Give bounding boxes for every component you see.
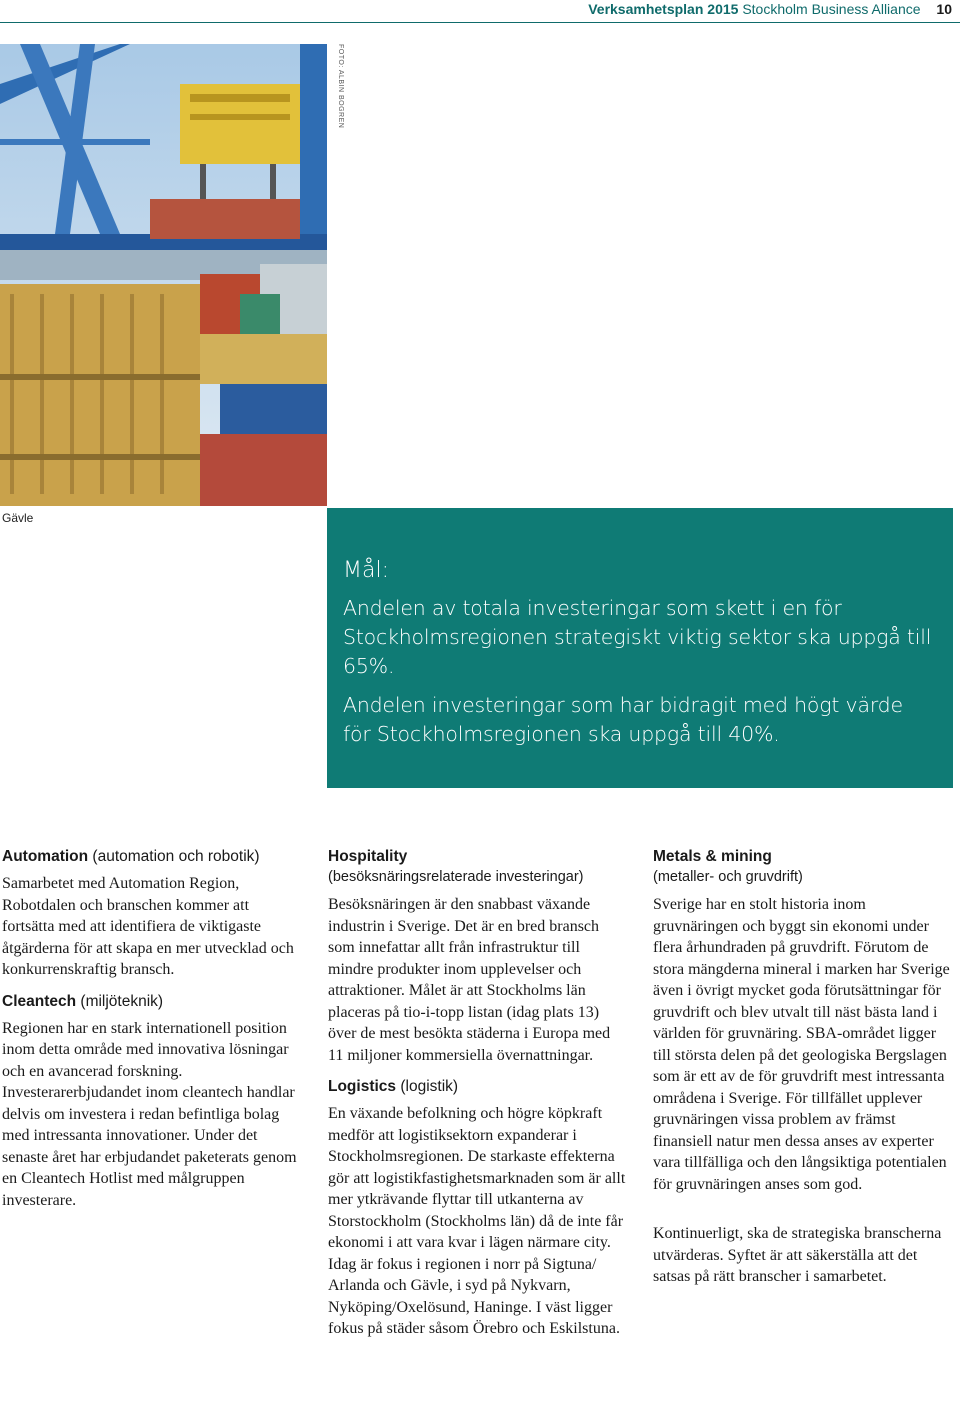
page-header — [0, 0, 960, 22]
spacer — [653, 1195, 951, 1217]
section-body: Sverige har en stolt historia inom gruvnäringen och byggt sin ekonomi under flera århundraden på gruvdrift. Förutom de stora mängderna mineral i marken har Sverige även i övrigt mycket goda förutsättningar för gruvdrift och blev utvalt till näst bästa land i världen för gruvnäring. SBA-området ligger till största delen på det geologiska Bergslagen som är ett av de för gruvdrift mest intressanta områdena i Sverige. För tillfället upplever gruvnäringen vissa problem av främst finansiell natur men dessa anses av experter vara tillfälliga och den långsiktiga potentialen för gruvnäringen anses som god. — [653, 896, 950, 1193]
goal-paragraph: Andelen av totala investeringar som skett i en för Stockholmsregionen strategiskt viktig sektor ska uppgå till 65%. — [343, 596, 932, 678]
section-body: Besöksnäringen är den snabbast växande industrin i Sverige. Det är en bred bransch som innefattar allt från infrastruktur till mindre produkter inom upplevelser och attraktioner. Målet är att Stockholms län placeras på tio-i-topp listan (idag plats 13) över de mest besökta städerna i Europa med 11 miljoner kommersiella övernattningar. — [328, 896, 611, 1064]
goal-box — [327, 508, 953, 788]
section-title: Hospitality — [328, 848, 408, 865]
section-title: Cleantech — [2, 992, 77, 1010]
column-right — [653, 846, 951, 1288]
section-subtitle: (automation och robotik) — [92, 848, 260, 865]
document-title: Verksamhetsplan 2015 — [588, 1, 739, 17]
section-heading — [2, 991, 300, 1012]
section-heading — [328, 1076, 626, 1097]
section-title: Automation — [2, 848, 89, 865]
header-divider — [0, 22, 960, 23]
closing-paragraph: Kontinuerligt, ska de strategiska branscherna utvärderas. Syftet är att säkerställa att det satsas på rätt branscher i samarbetet. — [653, 1225, 942, 1285]
spacer — [328, 1066, 626, 1076]
section-heading — [2, 846, 300, 867]
organization-name: Stockholm Business Alliance — [742, 1, 921, 17]
section-body: Samarbetet med Automation Region, Robotdalen och branschen kommer att fortsätta med att identifiera de viktigaste åtgärderna för att skapa en mer utvecklad och konkurrenskraftig bransch. — [2, 875, 294, 978]
spacer — [2, 981, 300, 991]
section-subtitle: (metaller- och gruvdrift) — [653, 869, 803, 885]
column-left — [2, 846, 300, 1211]
port-container-photo — [0, 44, 327, 506]
goal-heading: Mål: — [343, 558, 389, 583]
photo-credit: FOTO: ALBIN BOGREN — [337, 44, 344, 129]
section-subtitle: (miljöteknik) — [80, 992, 164, 1010]
section-heading — [328, 846, 626, 888]
section-subtitle: (besöksnäringsrelaterade investeringar) — [328, 869, 584, 885]
section-body: En växande befolkning och högre köpkraft medför att logistiksektorn expanderar i Stockholmsregionen. De starkaste effekterna gör att logistikfastighetsmarknaden som är allt mer ytkrävande flyttar till utkanterna av Storstockholm (Stockholms län) då de inte får ekonomi i att vara kvar i lägen närmare city. Idag är fokus i regionen i norr på Sigtuna/ Arlanda och Gävle, i syd på Nykvarn, Nyköping/Oxelösund, Haninge. I väst ligger fokus på städer såsom Örebro och Eskilstuna. — [328, 1105, 626, 1337]
column-middle — [328, 846, 626, 1340]
section-title: Metals & mining — [653, 848, 772, 865]
section-heading — [653, 846, 951, 888]
section-subtitle: (logistik) — [400, 1078, 459, 1095]
cranes-and-containers-illustration — [0, 44, 327, 506]
section-body: Regionen har en stark internationell position inom detta område med innovativa lösningar och en avancerad forskning. Investerarerbjudandet inom cleantech handlar delvis om investera i redan befintliga bolag med intressanta innovationer. Under det senaste året har erbjudandet paketerats genom en Cleantech Hotlist med målgruppen investerare. — [2, 1019, 297, 1209]
section-title: Logistics — [328, 1078, 397, 1095]
photo-caption: Gävle — [2, 511, 34, 525]
page-number: 10 — [936, 1, 952, 17]
goal-paragraph: Andelen investeringar som har bidragit med högt värde för Stockholmsregionen ska uppgå till 40%. — [343, 693, 903, 746]
